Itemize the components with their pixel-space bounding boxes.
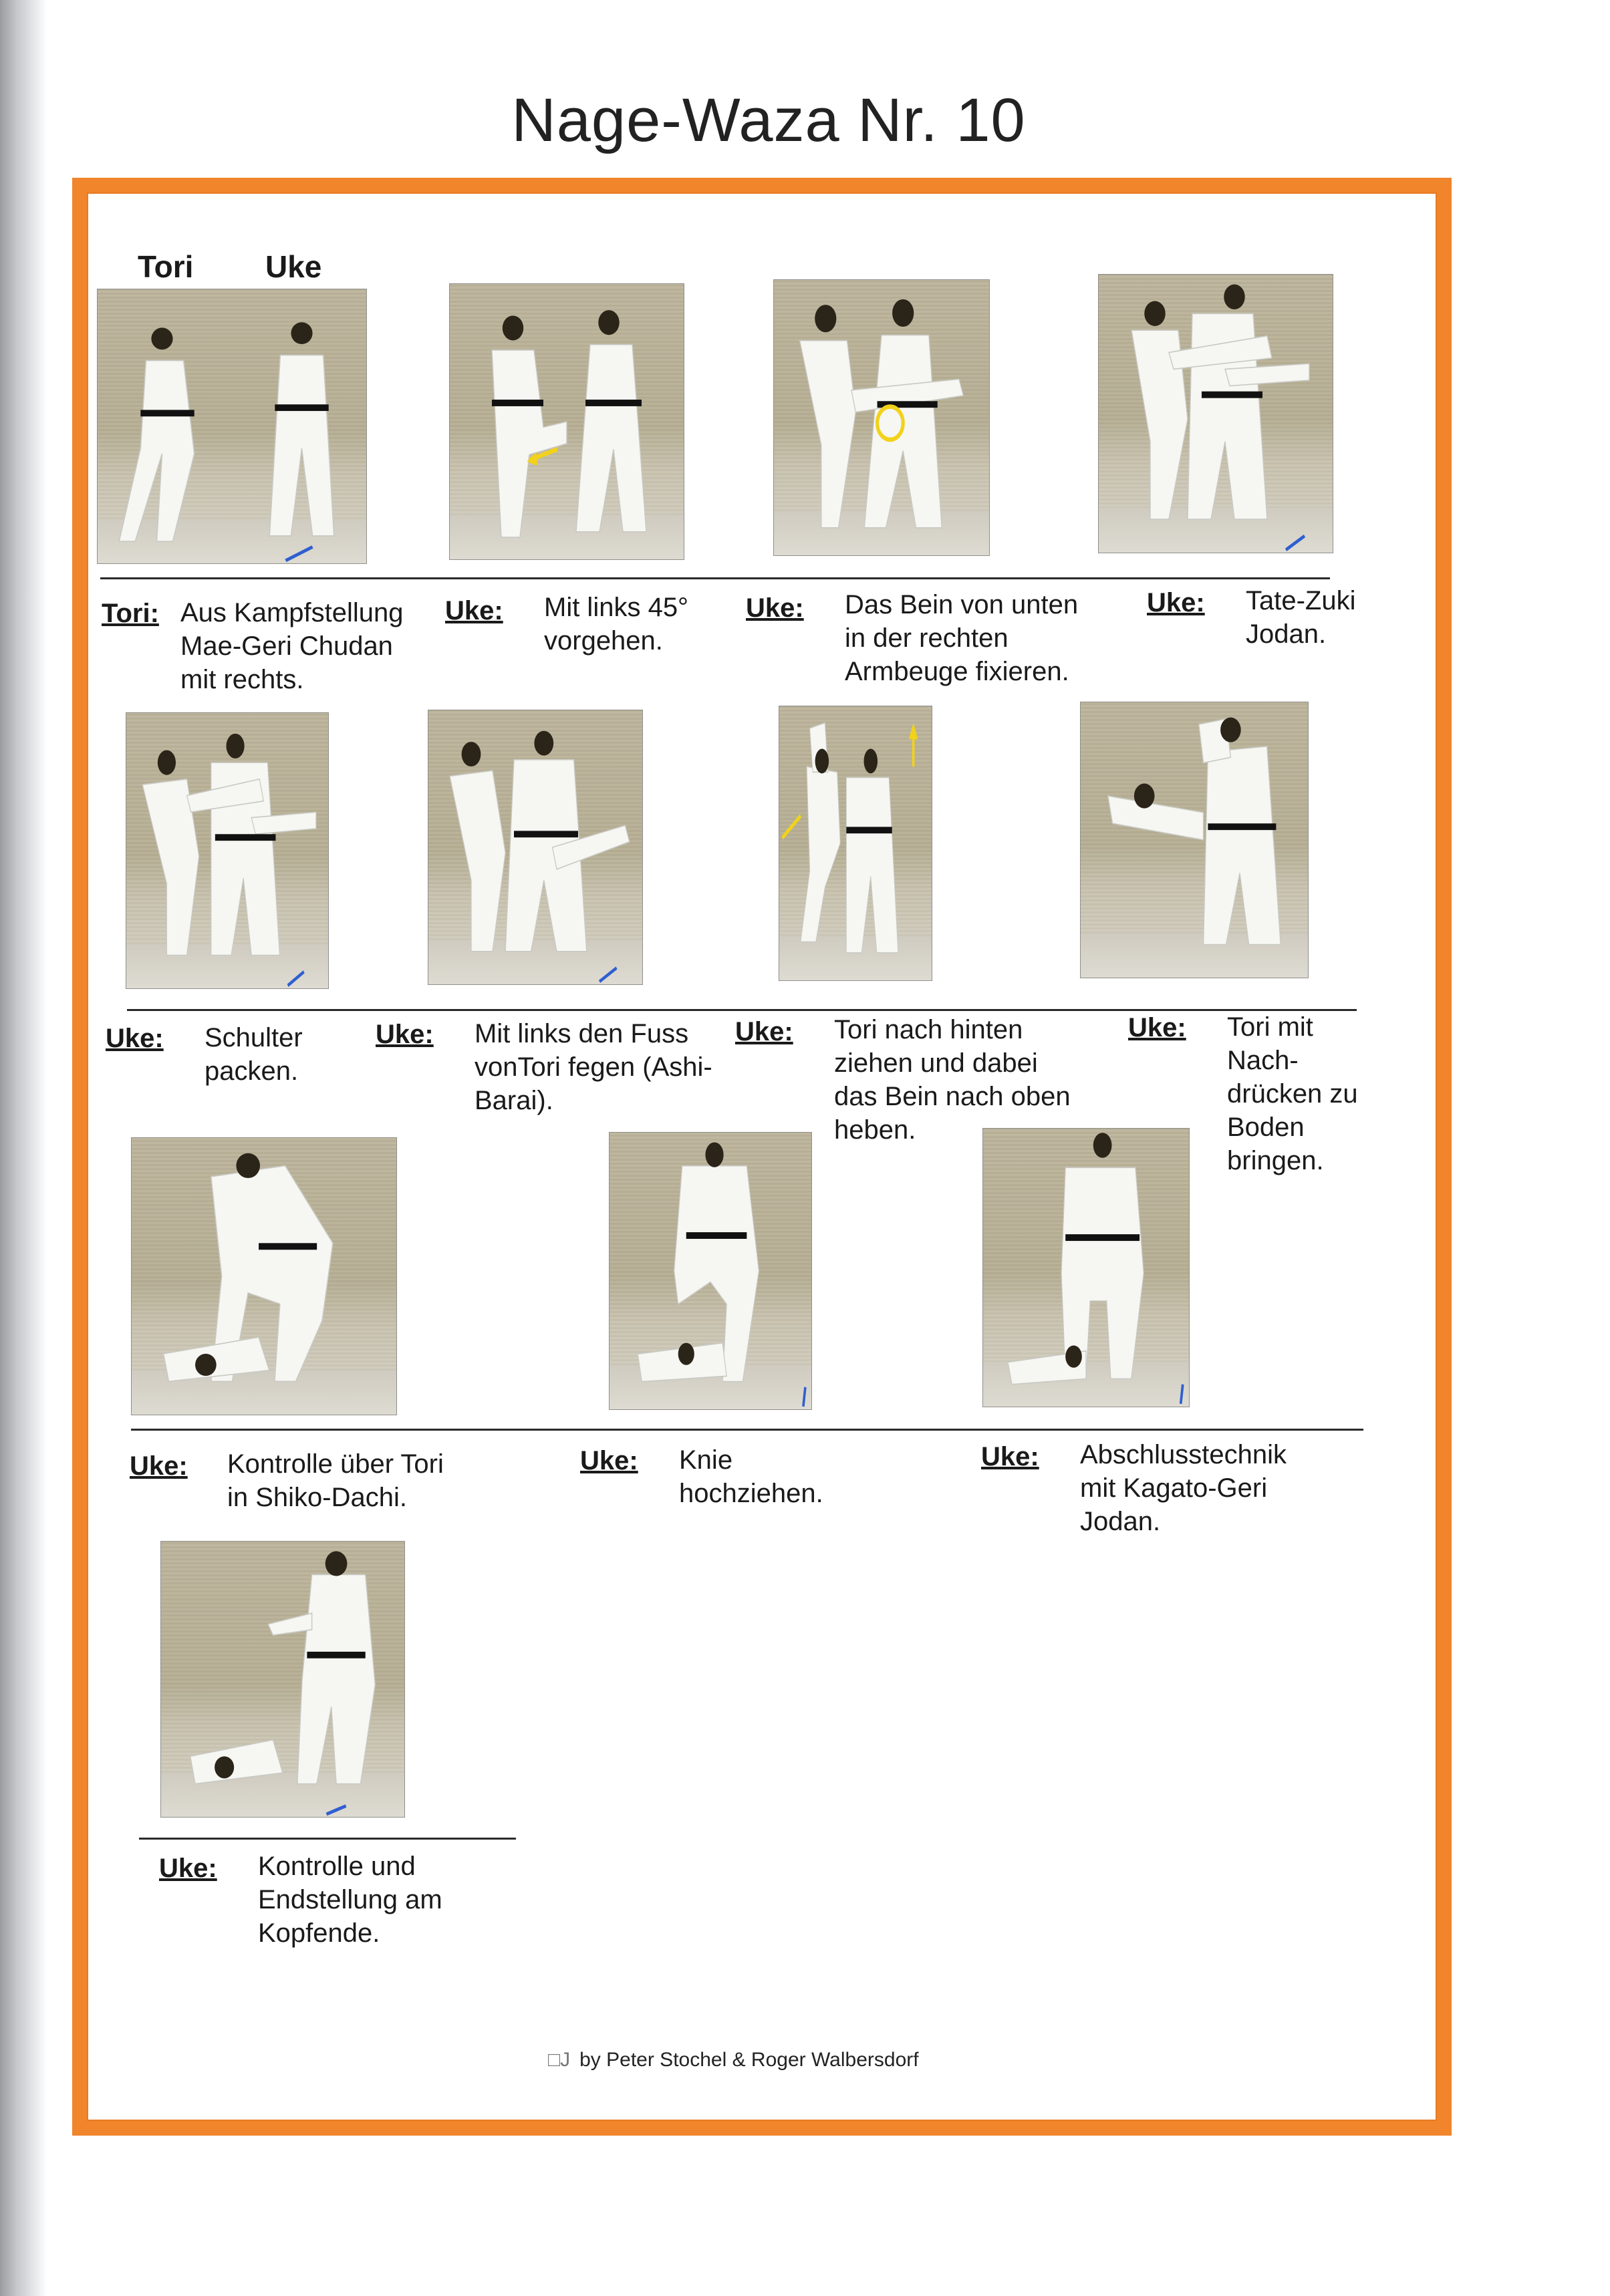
step-2-role: Uke: xyxy=(445,596,503,625)
step-2-photo xyxy=(449,283,684,560)
footer-credit xyxy=(548,2049,919,2071)
step-4-role: Uke: xyxy=(1147,588,1205,617)
step-5-text: Schulter packen. xyxy=(205,1023,303,1086)
step-4-photo xyxy=(1098,274,1333,553)
row-2-divider xyxy=(127,1009,1357,1011)
step-11-text: Abschlusstechnik mit Kagato-Geri Jodan. xyxy=(1080,1440,1287,1536)
step-8-photo xyxy=(1080,702,1309,978)
step-2-text: Mit links 45° vorgehen. xyxy=(544,593,689,656)
step-12-photo xyxy=(160,1541,405,1818)
row-3-divider xyxy=(131,1429,1363,1431)
row-4-divider xyxy=(139,1838,516,1840)
step-7-text: Tori nach hinten ziehen und dabei das Bein nach oben heben. xyxy=(834,1015,1071,1145)
step-6-photo xyxy=(428,710,643,985)
step-1-text: Aus Kampfstellung Mae-Geri Chudan mit rechts. xyxy=(180,598,404,694)
step-7-role: Uke: xyxy=(735,1017,793,1046)
row-1-divider xyxy=(100,577,1330,579)
step-5-photo xyxy=(126,712,329,989)
step-12-role: Uke: xyxy=(159,1854,217,1883)
footer-doc-icon: □J xyxy=(548,2049,571,2071)
uke-heading: Uke xyxy=(265,249,322,284)
step-6-text: Mit links den Fuss vonTori fegen (Ashi- Barai). xyxy=(475,1019,712,1115)
step-11-photo xyxy=(982,1128,1190,1407)
step-9-role: Uke: xyxy=(130,1451,188,1481)
tori-heading: Tori xyxy=(138,249,194,284)
step-10-photo xyxy=(609,1132,812,1410)
step-3-photo xyxy=(773,279,990,556)
step-7-photo xyxy=(779,706,932,981)
step-1-role: Tori: xyxy=(102,599,159,628)
step-3-role: Uke: xyxy=(746,593,804,623)
step-11-role: Uke: xyxy=(981,1442,1039,1471)
step-10-text: Knie hochziehen. xyxy=(679,1445,823,1508)
step-10-role: Uke: xyxy=(580,1446,638,1475)
book-spine-shadow xyxy=(0,0,47,2296)
step-8-role: Uke: xyxy=(1128,1013,1186,1042)
step-5-role: Uke: xyxy=(106,1024,164,1053)
footer-text: by Peter Stochel & Roger Walbersdorf xyxy=(579,2049,919,2071)
step-12-text: Kontrolle und Endstellung am Kopfende. xyxy=(258,1852,442,1948)
step-9-photo xyxy=(131,1137,397,1415)
step-3-text: Das Bein von unten in der rechten Armbeuge fixieren. xyxy=(845,590,1079,686)
step-1-photo xyxy=(97,289,367,564)
step-4-text: Tate-Zuki Jodan. xyxy=(1246,586,1356,649)
page-title: Nage-Waza Nr. 10 xyxy=(511,86,1026,154)
step-8-text: Tori mit Nach- drücken zu Boden bringen. xyxy=(1227,1012,1358,1175)
step-9-text: Kontrolle über Tori in Shiko-Dachi. xyxy=(227,1449,444,1512)
step-6-role: Uke: xyxy=(376,1020,434,1049)
